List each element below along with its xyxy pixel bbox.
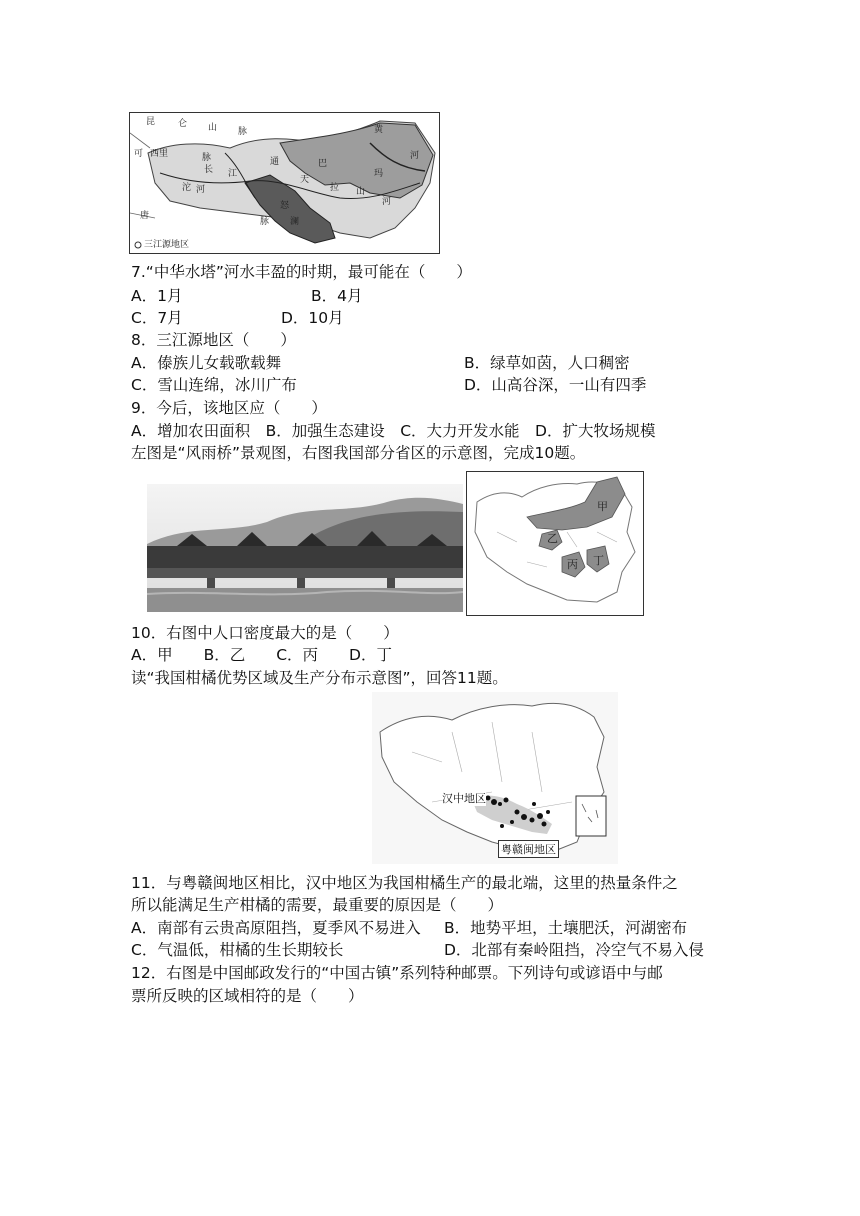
map-label: 昆 xyxy=(146,117,156,127)
yuegan-min-label: 粤赣闽地区 xyxy=(498,840,559,858)
map-label: 西里 xyxy=(150,149,169,159)
q8-option-b: B．绿草如茵，人口稠密 xyxy=(464,354,630,372)
question-12-stem-line1: 12．右图是中国邮政发行的“中国古镇”系列特种邮票。下列诗句或谚语中与邮 xyxy=(131,964,663,982)
map-label: 山 xyxy=(356,187,366,197)
q9-options: A．增加农田面积 B．加强生态建设 C．大力开发水能 D．扩大牧场规模 xyxy=(131,422,656,440)
hanzhong-label: 汉中地区 xyxy=(442,792,486,805)
q11-option-a: A．南部有云贵高原阻挡，夏季风不易进入 xyxy=(131,919,421,937)
map-label: 澜 xyxy=(290,217,300,227)
question-7-stem: 7.“中华水塔”河水丰盈的时期，最可能在（ ） xyxy=(131,263,472,281)
map-label: 可 xyxy=(134,149,144,159)
question-9-stem: 9．今后，该地区应（ ） xyxy=(131,399,327,417)
q7-option-d: D．10月 xyxy=(281,309,344,327)
q8-option-a: A．傣族儿女载歌载舞 xyxy=(131,354,282,372)
map-label: 山 xyxy=(208,123,218,133)
map-label: 巴 xyxy=(318,159,328,169)
map-label: 天 xyxy=(300,175,310,185)
q11-option-b: B．地势平坦，土壤肥沃，河湖密布 xyxy=(444,919,688,937)
question-10-intro: 左图是“风雨桥”景观图，右图我国部分省区的示意图，完成10题。 xyxy=(131,444,586,462)
q7-option-c: C．7月 xyxy=(131,309,183,327)
map-label: 江 xyxy=(228,169,238,179)
three-rivers-map xyxy=(129,112,440,254)
map-label: 河 xyxy=(410,151,420,161)
question-11-intro: 读“我国柑橘优势区域及生产分布示意图”，回答11题。 xyxy=(131,669,508,687)
q8-option-c: C．雪山连绵，冰川广布 xyxy=(131,376,297,394)
map-label: 河 xyxy=(196,185,206,195)
q7-option-b: B．4月 xyxy=(311,287,363,305)
map-label: 怒 xyxy=(280,201,290,211)
map-label: 脉 xyxy=(202,153,212,163)
map-label: 玛 xyxy=(374,169,384,179)
citrus-map-graphic xyxy=(372,692,618,864)
region-label-yi: 乙 xyxy=(547,532,558,545)
question-11-stem-line2: 所以能满足生产柑橘的需要，最重要的原因是（ ） xyxy=(131,896,504,914)
citrus-distribution-map xyxy=(372,692,618,864)
map-label: 河 xyxy=(382,197,392,207)
map-label: 仑 xyxy=(178,119,188,129)
map-label: 唐 xyxy=(140,211,150,221)
map-label: 长 xyxy=(204,165,214,175)
q10-options: A．甲 B．乙 C．丙 D．丁 xyxy=(131,646,392,664)
question-12-stem-line2: 票所反映的区域相符的是（ ） xyxy=(131,987,364,1005)
map-label: 脉 xyxy=(238,127,248,137)
q7-option-a: A．1月 xyxy=(131,287,183,305)
map-label: 沱 xyxy=(182,183,192,193)
map-label: 通 xyxy=(270,157,280,167)
region-label-ding: 丁 xyxy=(593,554,604,567)
question-8-stem: 8．三江源地区（ ） xyxy=(131,331,296,349)
question-10-stem: 10．右图中人口密度最大的是（ ） xyxy=(131,624,399,642)
map-legend-text: 三江源地区 xyxy=(144,240,190,250)
region-label-jia: 甲 xyxy=(597,500,608,513)
provinces-map xyxy=(466,471,644,616)
map-label: 脉 xyxy=(260,217,270,227)
q11-option-c: C．气温低，柑橘的生长期较长 xyxy=(131,941,344,959)
q8-option-d: D．山高谷深，一山有四季 xyxy=(464,376,647,394)
map-label: 拉 xyxy=(330,183,340,193)
bridge-photo-graphic xyxy=(147,484,463,612)
three-rivers-map-graphic xyxy=(130,113,439,253)
wind-rain-bridge-photo xyxy=(147,484,463,612)
q11-option-d: D．北部有秦岭阻挡，冷空气不易入侵 xyxy=(444,941,704,959)
map-label: 黄 xyxy=(374,125,384,135)
question-11-stem-line1: 11．与粤赣闽地区相比，汉中地区为我国柑橘生产的最北端，这里的热量条件之 xyxy=(131,874,678,892)
region-label-bing: 丙 xyxy=(567,558,578,571)
